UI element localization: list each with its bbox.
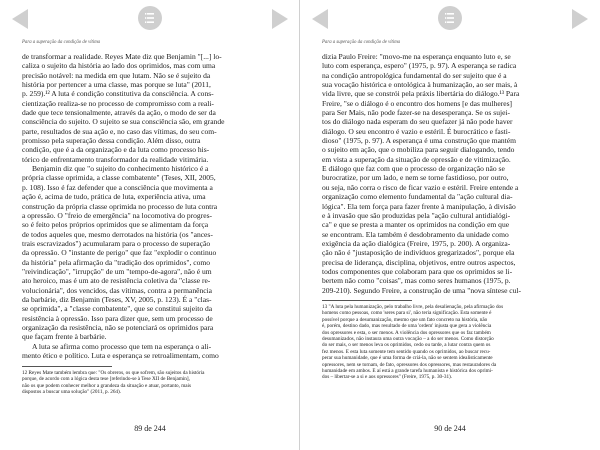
text-line: o sujeito em ação, que o mobiliza para seguir dialogando, tendo bbox=[322, 145, 515, 155]
text-line: dade que tece tensionalmente, através da ação, o modo de ser da bbox=[22, 108, 216, 118]
page-body bbox=[22, 52, 278, 360]
text-line: caliza o sujeito da história ao lado dos oprimidos, mas com uma bbox=[22, 61, 216, 71]
text-line: ato heroico, mas é um ato de resistência coletiva da "classe re- bbox=[22, 276, 211, 286]
text-line: diálogo. O seu encontro é vazio e estéril. É burocrático e fasti- bbox=[322, 126, 511, 136]
page-body bbox=[322, 52, 578, 295]
text-line: organização como elemento fundamental da "ação cultural dia- bbox=[322, 192, 513, 202]
page-number: 90 de 244 bbox=[434, 424, 466, 433]
text-line: organização da resistência, não se potenciará os oprimidos para bbox=[22, 322, 214, 332]
footnote-rule bbox=[322, 300, 412, 301]
page-right bbox=[300, 0, 600, 450]
text-line: precisão notável: na medida em que lutam. Não se é sujeito da bbox=[22, 70, 211, 80]
text-line: ção não é "justaposição de indivíduos gregarizados", porque ela bbox=[322, 248, 515, 258]
text-line: exigência da ação dialógica (Freire, 1975, p. 200). A organiza- bbox=[322, 238, 511, 248]
text-line: ação é, acima de tudo, prática de luta, experiência ativa, uma bbox=[22, 192, 206, 202]
footnote-line: é, porém, destino dado, mas resultado de uma 'ordem' injusta que gera a violência bbox=[322, 323, 492, 330]
text-line: burocratize, por um lado, e nem se torne fastidioso, por outro, bbox=[322, 173, 509, 183]
text-line: luto com esperança, espero" (1975, p. 97). A esperança se radica bbox=[322, 61, 517, 71]
text-line: ca" e que se presta a manter os oprimidos na condição em que bbox=[322, 220, 510, 230]
footnote-line: possível porque a desumanização, mesmo que um fato concreto na história, não bbox=[322, 316, 488, 323]
text-line: A luta se afirma como processo que tem na esperança o ali- bbox=[32, 341, 212, 351]
footnote-line: opressores, nem se tornam, de fato, opressores dos opressores, mas restauradores da bbox=[322, 361, 497, 368]
text-line: e à invasão que são produzidas pela "ação cultural antidialógi- bbox=[322, 210, 511, 220]
text-line: trais escravizados") acumularam para o processo de superação bbox=[22, 238, 211, 248]
text-line: lógica". Ela tem força para fazer frente à manipulação, à divisão bbox=[322, 201, 516, 211]
text-line: E diálogo que faz com que o processo de organização não se bbox=[322, 164, 505, 174]
text-line: história por pertencer a uma classe, mas porque se luta" (2011, bbox=[22, 80, 211, 90]
footnote-line: dos – libertar-se a si e aos opressores" (Freire, 1975, p. 30-31). bbox=[322, 374, 453, 381]
text-line: Benjamin diz que "o sujeito do conhecimento histórico é a bbox=[32, 164, 209, 174]
footnote bbox=[322, 304, 578, 381]
text-line: ou seja, não corra o risco de ficar vazio e estéril. Freire entende a bbox=[322, 182, 519, 192]
footnote-line: 13 "A luta pela humanização, pelo trabalho livre, pela desalienação, pela afirmação dos bbox=[322, 304, 504, 310]
footnote-rule bbox=[22, 366, 112, 367]
menu-button[interactable] bbox=[438, 6, 462, 30]
running-head: Para a superação da condição de vítima bbox=[322, 40, 401, 45]
text-line: da barbárie, diz Benjamin (Teses, XV, 2005, p. 123). É a "clas- bbox=[22, 294, 212, 304]
text-line: promisso pela superação dessa condição. Além disso, outra bbox=[22, 136, 201, 146]
text-line: em vista a superação da situação de opressão e de vitimização. bbox=[322, 154, 511, 164]
text-line: na condição antropológica fundamental do ser sujeito que é a bbox=[322, 70, 507, 80]
text-line: da opressão. O "instante de perigo" que faz "explodir o continuo bbox=[22, 248, 217, 258]
text-line: parte, resultados de sua ação e, no caso das vítimas, do seu com- bbox=[22, 126, 217, 136]
text-line: sua vocação histórica e ontológica à humanização, ao ser mais, à bbox=[322, 80, 518, 90]
text-line: "reivindicação", "irrupção" de um "tempo-de-agora", não é um bbox=[22, 266, 212, 276]
text-line: dizia Paulo Freire: "movo-me na esperança enquanto luto e, se bbox=[322, 52, 511, 61]
left-arrow-icon bbox=[8, 6, 34, 32]
menu-icon bbox=[138, 6, 162, 30]
footnote-line: dispostos a buscar uma solução" (2011, p. 264). bbox=[22, 389, 122, 396]
footnote-line: humanidade em ambos. E aí está a grande tarefa humanista e histórica dos oprimi- bbox=[322, 368, 493, 375]
menu-icon bbox=[438, 6, 462, 30]
next-page-button[interactable] bbox=[566, 6, 592, 32]
footnote-line: 12 Reyes Mate também lembra que: "Os obreros, os que sofrem, são sujeitos da história bbox=[22, 370, 205, 376]
text-line: tos do diálogo nada esperam do seu quefazer já não pode haver bbox=[322, 117, 513, 127]
page-number: 89 de 244 bbox=[134, 424, 166, 433]
text-line: p. 108). Isso é faz defender que a consciência que movimenta a bbox=[22, 182, 213, 192]
footnote-line: perar sua humanidade, que é uma forma de criá-la, não se sentem idealisticamente bbox=[322, 355, 493, 362]
right-arrow-icon bbox=[566, 6, 592, 32]
footnote-line: desumanizados, não instaura uma outra vocação – a do ser menos. Como distorção bbox=[322, 336, 494, 343]
prev-page-button[interactable] bbox=[308, 6, 334, 32]
text-line: da história" pela afirmação da "tradição dos oprimidos", como bbox=[22, 257, 211, 267]
text-line: cientização realiza-se no processo de compromisso com a reali- bbox=[22, 98, 214, 108]
prev-page-button[interactable] bbox=[8, 6, 34, 32]
text-line: condição, que é a da organização e da luta como processo his- bbox=[22, 145, 210, 155]
viewer-nav bbox=[300, 0, 600, 38]
next-page-button[interactable] bbox=[266, 6, 292, 32]
left-arrow-icon bbox=[308, 6, 334, 32]
text-line: mento ético e político. Luta e esperança se retroalimentam, como bbox=[22, 351, 219, 360]
text-line: Freire, "se o diálogo é o encontro dos homens [e das mulheres] bbox=[322, 98, 513, 108]
text-line: 209-210). Segundo Freire, a construção de uma "nova síntese cul- bbox=[322, 285, 522, 295]
text-line: todos componentes que colaboram para que os oprimidos se li- bbox=[322, 266, 513, 276]
text-line: se encontram. Ela também é desdobramento da unidade como bbox=[322, 229, 509, 239]
footnote-line: porque, de acordo com a lógica desta tese [referindo-se à Tese XII de Benjamin], bbox=[22, 376, 190, 383]
right-arrow-icon bbox=[266, 6, 292, 32]
text-line: de todos aqueles que, mesmo derrotados na história (os "ances- bbox=[22, 229, 213, 239]
text-line: a opressão. O "freio de emergência" na locomotiva do progres- bbox=[22, 210, 213, 220]
text-line: precisa de liderança, disciplina, objetivos, entre outros aspectos, bbox=[322, 257, 516, 267]
text-line: p. 259).¹² A luta é condição constitutiva da consciência. A cons- bbox=[22, 89, 214, 99]
text-line: própria classe oprimida, a classe combatente" (Teses, XII, 2005, bbox=[22, 173, 216, 183]
text-line: para Ser Mais, não pode fazer-se na desesperança. Se os sujei- bbox=[322, 108, 511, 118]
text-line: consciência do sujeito. O sujeito se sua consciência são, em grande bbox=[22, 117, 225, 127]
text-line: volucionária", dos vencidos, das vítimas, contra a permanência bbox=[22, 285, 213, 295]
footnote bbox=[22, 370, 278, 396]
footnote-line: dos opressores e esta, o ser menos. A violência dos opressores que os faz também bbox=[322, 329, 491, 336]
footnote-line: não os que podem conhecer melhor a grandeza da situação e atuar, portanto, mais bbox=[22, 382, 192, 389]
menu-button[interactable] bbox=[138, 6, 162, 30]
viewer-nav bbox=[0, 0, 300, 38]
text-line: que façam frente à barbárie. bbox=[22, 332, 107, 342]
footnote-line: do ser mais, o ser menos leva os oprimidos, cedo ou tarde, a lutar contra quem os bbox=[322, 342, 491, 349]
text-line: vida livre, que se constrói pela práxis libertária do diálogo.¹³ Para bbox=[322, 89, 520, 99]
footnote-line: homens como pessoas, como 'seres para si', não teria significação. Esta somente é bbox=[322, 310, 492, 317]
text-line: se oprimida", a "classe combatente", que se constitui sujeito da bbox=[22, 304, 213, 314]
text-line: tórico de enfrentamento transformador da realidade vitimária. bbox=[22, 154, 209, 164]
text-line: so é feito pelos próprios oprimidos que se alimentam da força bbox=[22, 220, 209, 230]
running-head: Para a superação da condição de vítima bbox=[22, 40, 101, 45]
footnote-line: fez menos. E esta luta somente tem sentido quando os oprimidos, ao buscar recu- bbox=[322, 348, 491, 355]
text-line: resistência à opressão. Isso para dizer que, sem um processo de bbox=[22, 313, 213, 323]
text-line: bertem não como "coisas", mas como seres humanos (1975, p. bbox=[322, 276, 511, 286]
text-line: construção da própria classe oprimida no processo de luta contra bbox=[22, 201, 218, 211]
text-line: dioso" (1975, p. 97). A esperança é uma construção que mantém bbox=[322, 136, 517, 146]
text-line: de transformar a realidade. Reyes Mate diz que Benjamin "[...] lo- bbox=[22, 52, 222, 61]
